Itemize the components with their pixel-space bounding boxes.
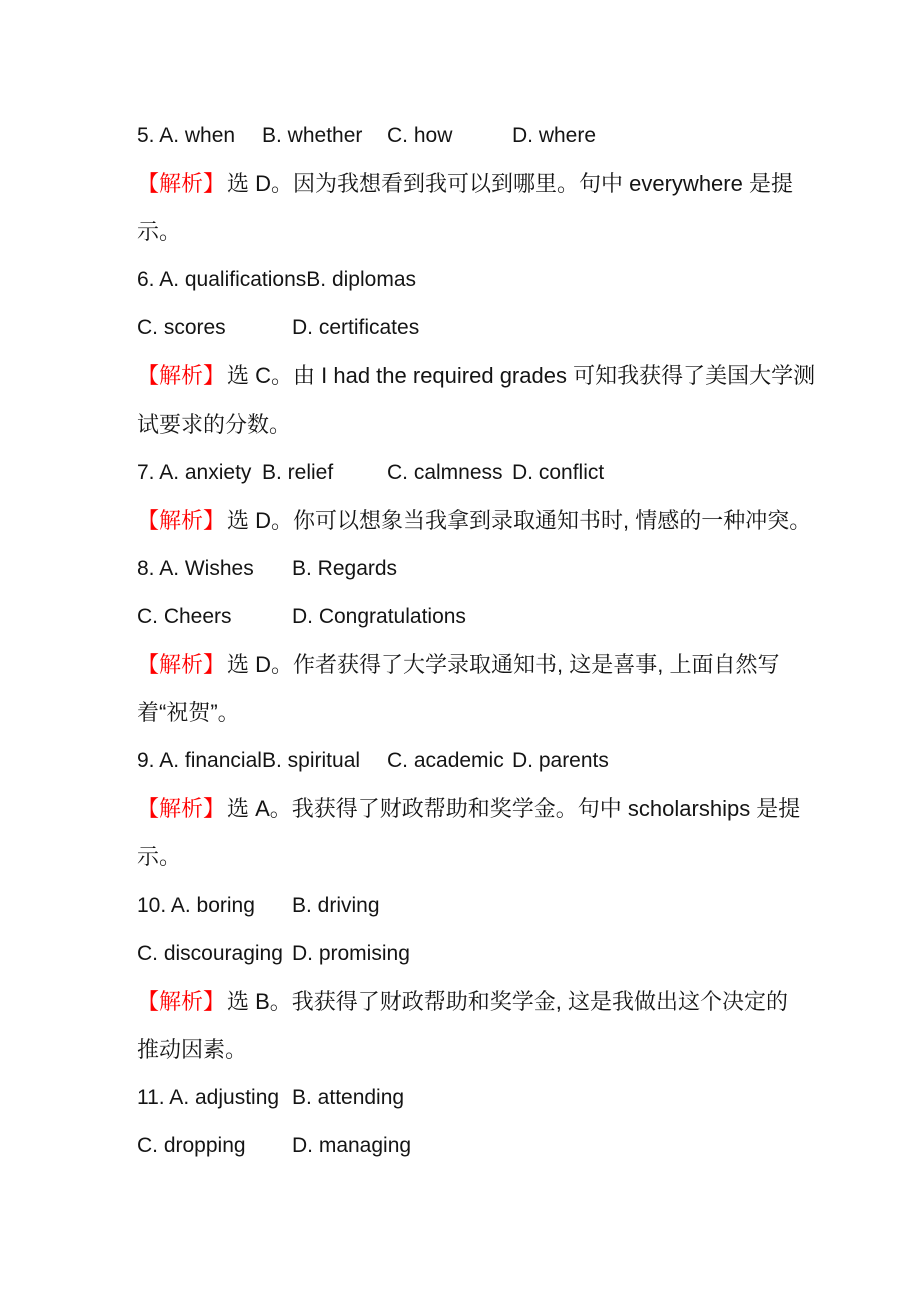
q6-analysis-continuation <box>137 401 892 449</box>
q7-analysis-tag: 【解析】 <box>137 507 226 533</box>
q5-option-d: D. where <box>512 124 597 147</box>
q5-analysis-row <box>137 160 892 208</box>
q5-option-c: C. how <box>387 124 453 147</box>
q8-options-row-ab <box>137 545 892 593</box>
q10-analysis-continuation <box>137 1026 892 1074</box>
q7-analysis-text: 选 D。你可以想象当我拿到录取通知书时, 情感的一种冲突。 <box>227 507 812 533</box>
q9-analysis-row <box>137 785 892 833</box>
q10-options-row-cd <box>137 930 892 978</box>
q10-options-row-ab <box>137 882 892 930</box>
q9-option-a: 9. A. financial <box>137 749 262 773</box>
q8-analysis-row <box>137 641 892 689</box>
q6-option-d: D. certificates <box>292 316 420 340</box>
q7-analysis-row <box>137 497 892 545</box>
q7-option-c: C. calmness <box>387 460 503 484</box>
q11-option-a: 11. A. adjusting <box>137 1085 280 1109</box>
q6-analysis-tag: 【解析】 <box>137 363 226 389</box>
q7-option-b: B. relief <box>262 460 334 484</box>
q8-analysis-continuation-text: 着“祝贺”。 <box>137 700 240 726</box>
q6-option-c: C. scores <box>137 316 226 340</box>
q7-option-a: 7. A. anxiety <box>137 460 252 484</box>
q8-option-c: C. Cheers <box>137 604 232 628</box>
q10-analysis-tag: 【解析】 <box>137 988 226 1014</box>
q6-analysis-text: 选 C。由 I had the required grades 可知我获得了美国大学测 <box>227 363 816 389</box>
q8-analysis-text: 选 D。作者获得了大学录取通知书, 这是喜事, 上面自然写 <box>227 652 780 678</box>
q6-options-row-ab <box>137 256 892 304</box>
q10-option-b: B. driving <box>292 893 380 917</box>
q10-analysis-continuation-text: 推动因素。 <box>137 1036 248 1062</box>
q6-option-b: B. diplomas <box>306 268 416 292</box>
q11-options-row-ab <box>137 1074 892 1122</box>
q10-option-a: 10. A. boring <box>137 893 255 917</box>
q9-option-b: B. spiritual <box>262 749 361 773</box>
q9-analysis-text: 选 A。我获得了财政帮助和奖学金。句中 scholarships 是提 <box>227 796 801 822</box>
q8-option-a: 8. A. Wishes <box>137 556 254 580</box>
q9-options-row <box>137 737 892 785</box>
q8-option-d: D. Congratulations <box>292 604 466 628</box>
q11-option-b: B. attending <box>292 1085 405 1109</box>
q8-option-b: B. Regards <box>292 556 398 580</box>
q7-option-d: D. conflict <box>512 460 605 484</box>
q7-options-row <box>137 449 892 497</box>
q5-option-a: 5. A. when <box>137 124 236 147</box>
q5-analysis-continuation-text: 示。 <box>137 219 182 245</box>
q5-analysis-tag: 【解析】 <box>137 171 226 197</box>
q11-option-d: D. managing <box>292 1133 412 1157</box>
q8-options-row-cd <box>137 593 892 641</box>
q6-analysis-continuation-text: 试要求的分数。 <box>137 411 292 437</box>
q5-option-b: B. whether <box>262 124 363 147</box>
q8-analysis-tag: 【解析】 <box>137 652 226 678</box>
q11-options-row-cd <box>137 1122 892 1170</box>
q9-analysis-continuation <box>137 833 892 881</box>
q6-analysis-row <box>137 352 892 400</box>
q11-option-c: C. dropping <box>137 1133 246 1157</box>
q9-analysis-tag: 【解析】 <box>137 796 226 822</box>
q5-analysis-text: 选 D。因为我想看到我可以到哪里。句中 everywhere 是提 <box>227 171 793 197</box>
q5-analysis-continuation <box>137 208 892 256</box>
q10-analysis-text: 选 B。我获得了财政帮助和奖学金, 这是我做出这个决定的 <box>227 988 789 1014</box>
q6-options-row-cd <box>137 304 892 352</box>
q9-option-d: D. parents <box>512 749 609 773</box>
q10-option-c: C. discouraging <box>137 941 283 965</box>
q10-option-d: D. promising <box>292 941 410 965</box>
q5-options-row <box>137 112 892 160</box>
q10-analysis-row <box>137 978 892 1026</box>
q9-option-c: C. academic <box>387 749 504 773</box>
q6-option-a: 6. A. qualifications <box>137 268 307 292</box>
q8-analysis-continuation <box>137 689 892 737</box>
q9-analysis-continuation-text: 示。 <box>137 844 182 870</box>
